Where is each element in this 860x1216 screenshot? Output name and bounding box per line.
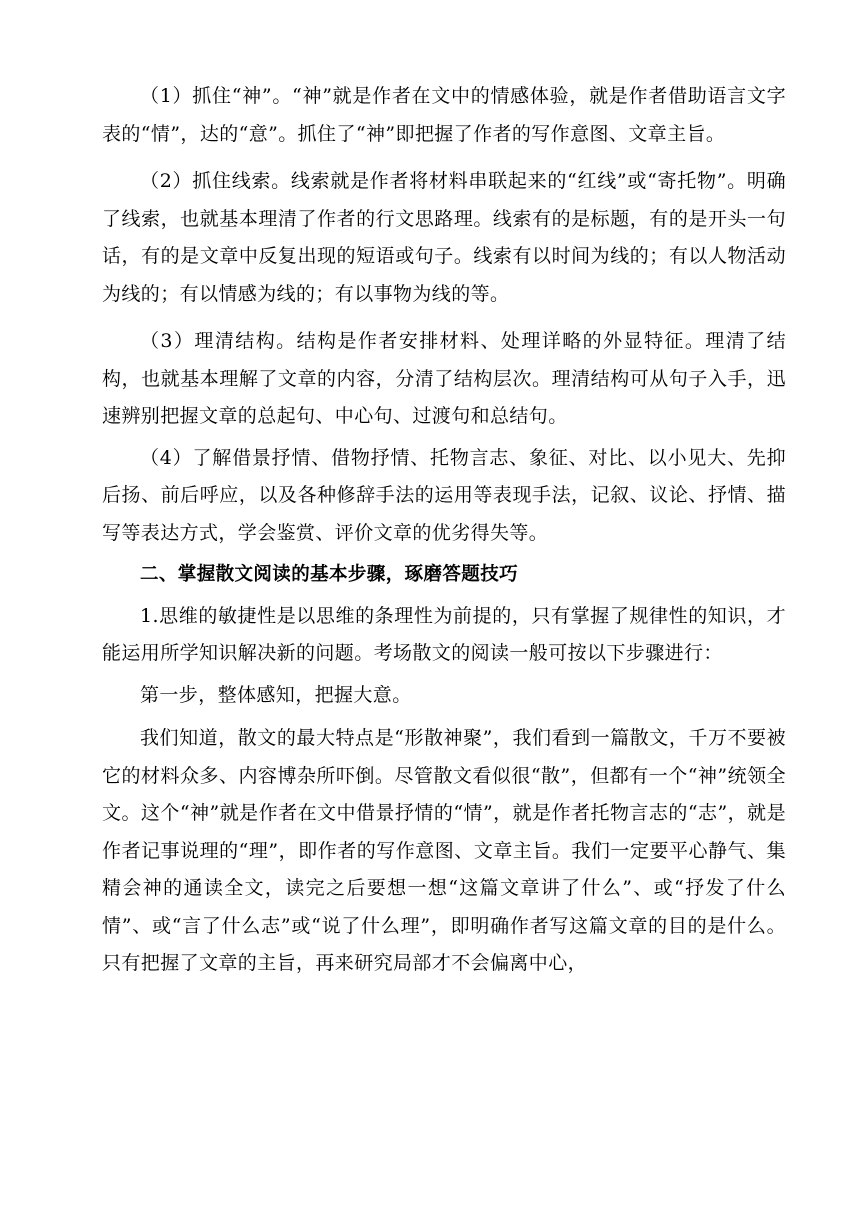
document-page — [102, 78, 786, 983]
section-heading: 二、掌握散文阅读的基本步骤，琢磨答题技巧 — [140, 564, 519, 585]
step-one: 第一步，整体感知，把握大意。 — [140, 683, 412, 706]
paragraph-intro: 1.思维的敏捷性是以思维的条理性为前提的，只有掌握了规律性的知识，才能运用所学知识解决新的问题。考场散文的阅读一般可按以下步骤进行： — [102, 604, 786, 664]
paragraph-expression-techniques: （4）了解借景抒情、借物抒情、托物言志、象征、对比、以小见大、先抑后扬、前后呼应，以及各种修辞手法的运用等表现手法，记叙、议论、抒情、描写等表达方式，学会鉴赏、评价文章的优劣得失等。 — [102, 446, 786, 544]
paragraph-grasp-clue: （2）抓住线索。线索就是作者将材料串联起来的“红线”或“寄托物”。明确了线索，也就基本理清了作者的行文思路理。线索有的是标题，有的是开头一句话，有的是文章中反复出现的短语或句子。线索有以时间为线的；有以人物活动为线的；有以情感为线的；有以事物为线的等。 — [102, 170, 786, 305]
paragraph-grasp-spirit: （1）抓住“神”。“神”就是作者在文中的情感体验，就是作者借助语言文字表的“情”，达的“意”。抓住了“神”即把握了作者的写作意图、文章主旨。 — [102, 85, 786, 145]
paragraph-clarify-structure: （3）理清结构。结构是作者安排材料、处理详略的外显特征。理清了结构，也就基本理解了文章的内容，分清了结构层次。理清结构可从句子入手，迅速辨别把握文章的总起句、中心句、过渡句和总结句。 — [102, 330, 786, 427]
paragraph-closing: 我们知道，散文的最大特点是“形散神聚”，我们看到一篇散文，千万不要被它的材料众多、内容博杂所吓倒。尽管散文看似很“散”，但都有一个“神”统领全文。这个“神”就是作者在文中借景抒情的“情”，就是作者托物言志的“志”，就是作者记事说理的“理”，即作者的写作意图、文章主旨。我们一定要平心静气、集精会神的通读全文，读完之后要想一想“这篇文章讲了什么”、或“抒发了什么情”、或“言了什么志”或“说了什么理”，即明确作者写这篇文章的目的是什么。只有把握了文章的主旨，再来研究局部才不会偏离中心， — [102, 727, 786, 974]
